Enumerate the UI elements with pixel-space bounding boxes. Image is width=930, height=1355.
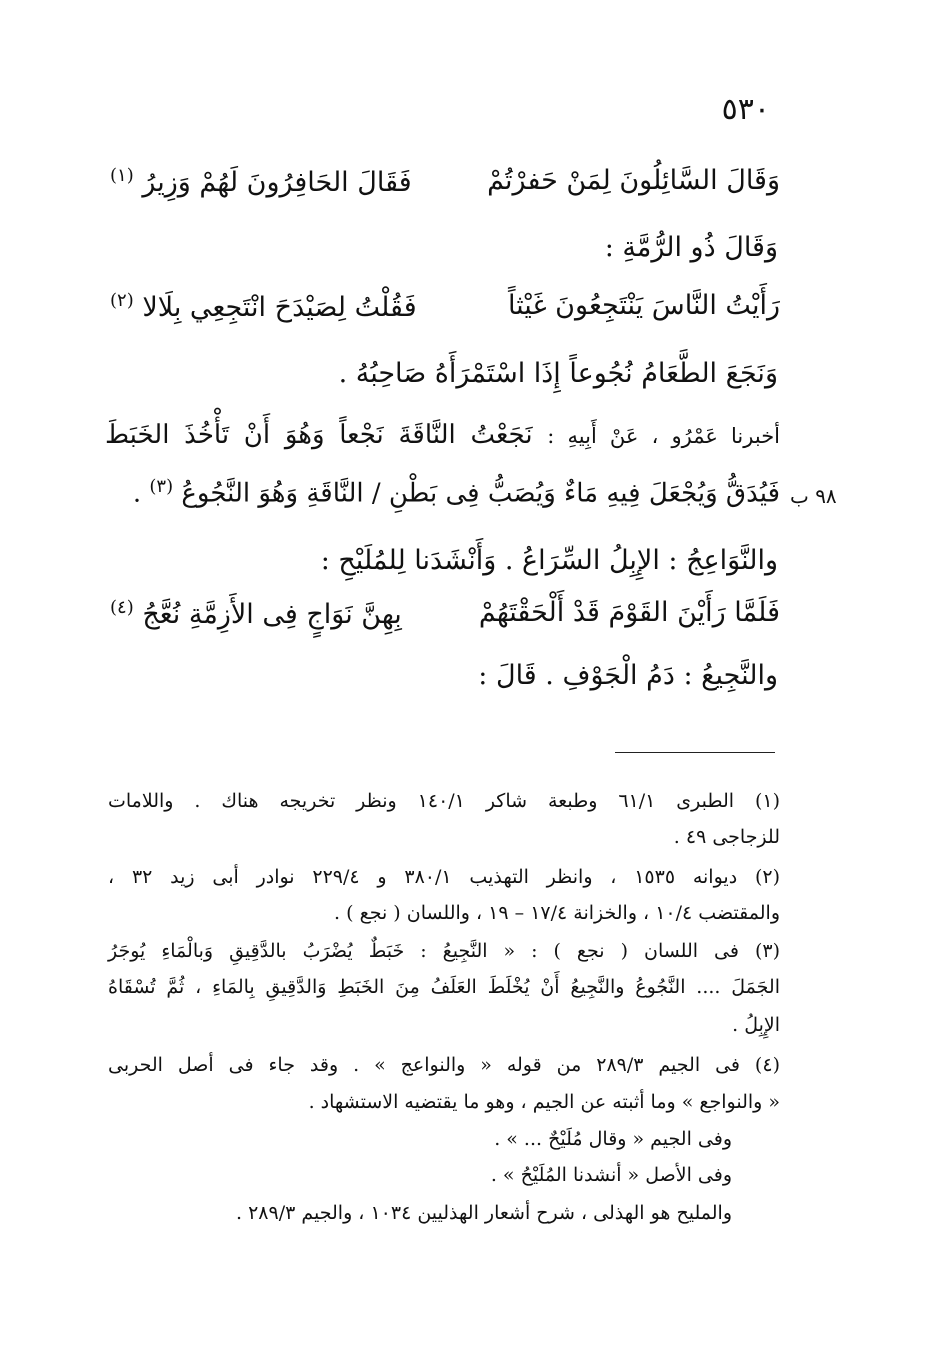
footnote-1-line-2: للزجاجى ٤٩ .	[673, 826, 780, 848]
verse-3-second-hemistich	[110, 597, 402, 630]
margin-folio-note: ٩٨ ب	[790, 484, 837, 508]
verse-2-first-hemistich: رَأَيْتُ النَّاسَ يَنْتَجِعُونَ غَيْثاً	[507, 290, 780, 321]
footnote-ref-2: (٢)	[110, 290, 134, 311]
verse-3-first-hemistich: فَلَمَّا رَأَيْنَ القَوْمَ قَدْ أَلْحَقْتَهُمْ	[478, 597, 780, 628]
verse-3	[110, 597, 780, 641]
footnote-2-line-1: (٢) ديوانه ١٥٣٥ ، وانظر التهذيب ٣٨٠/١ و ٢٢٩/٤ نوادر أبى زيد ٣٢ ،	[108, 866, 780, 888]
footnote-3-line-1: (٣) فى اللسان ( نجع ) : « النَّجِيعُ : خَبَطٌ يُضْرَبُ بالدَّقِيقِ وَبالْمَاءِ يُوجَرُ	[108, 940, 780, 962]
paragraph-line-1	[105, 420, 780, 450]
footnote-1-line-1: (١) الطبرى ٦١/١ وطبعة شاكر ١٤٠/١ ونظر تخريجه هناك . واللامات	[108, 790, 781, 812]
intro-dhu-alrumma: وَقَالَ ذُو الرُّمَّةِ :	[604, 232, 778, 263]
footnote-3-line-2: الجَمَلَ .... النَّجُوعُ والنَّجِيعُ أَنْ يُخْلَطَ العَلَفُ مِنَ الخَبَطِ وَالدَّقِيقِ بِالمَاءِ ، ثُمَّ تُسْقَاهُ	[108, 976, 780, 998]
paragraph-line-2	[133, 476, 780, 509]
footnote-2-line-2: والمقتضب ١٠/٤ ، والخزانة ١٧/٤ – ١٩ ، واللسان ( نجع ) .	[334, 902, 780, 924]
footnote-4-line-2: « والنواجع » وما أثبته عن الجيم ، وهو ما يقتضيه الاستشهاد .	[308, 1091, 780, 1113]
paragraph-line-2-period: .	[132, 478, 142, 509]
footnote-4-line-1: (٤) فى الجيم ٢٨٩/٣ من قوله « والنواعج » . وقد جاء فى أصل الحربى	[108, 1054, 780, 1076]
verse-1	[110, 165, 780, 209]
verse-1-second-hemistich	[110, 165, 412, 198]
footnote-3-line-3: الإِبِلُ .	[732, 1014, 780, 1036]
verse-3-second-text: بِهِنَّ نَوَاجٍ فِى الأَزِمَّةِ نُعَّجُ	[142, 599, 402, 630]
footnote-4-line-3: وفى الجيم « وقال مُلَيْحٌ ... » .	[494, 1128, 732, 1150]
verse-1-second-text: فَقَالَ الحَافِرُونَ لَهُمْ وَزِيرُ	[142, 167, 412, 198]
text-najaa-altaam: وَنَجَعَ الطَّعَامُ نُجُوعاً إِذَا اسْتَمْرَأَهُ صَاحِبُهُ .	[338, 358, 778, 389]
text-nawaij: والنَّوَاعِجُ : الإِبِلُ السِّرَاعُ . وَأَنْشَدَنا لِلمُلَيْحِ :	[320, 545, 778, 576]
footnote-4-line-4: وفى الأصل « أنشدنا المُلَيْحُ » .	[490, 1164, 732, 1186]
footnote-separator	[615, 752, 775, 753]
paragraph-line-2-text: فَيُدَقُّ وَيُجْعَلَ فِيهِ مَاءٌ وَيُصَبُّ فِى بَطْنِ / النَّاقَةِ وَهُوَ النَّجُوعُ	[181, 478, 780, 509]
footnote-4-line-5: والمليح هو الهذلى ، شرح أشعار الهذليين ١٠٣٤ ، والجيم ٢٨٩/٣ .	[236, 1202, 732, 1224]
footnote-ref-1: (١)	[110, 165, 134, 186]
verse-2-second-text: فَقُلْتُ لِصَيْدَحَ انْتَجِعِي بِلَالا	[142, 292, 417, 323]
footnote-ref-4: (٤)	[110, 597, 134, 618]
footnote-ref-3: (٣)	[149, 476, 174, 497]
paragraph-line-1-narrator: أخبرنا عَمْرُو ، عَنْ أَبِيهِ :	[547, 424, 781, 448]
verse-2-second-hemistich	[110, 290, 417, 323]
text-najee: والنَّجِيعُ : دَمُ الْجَوْفِ . قَالَ :	[478, 660, 778, 691]
verse-1-first-hemistich: وَقَالَ السَّائِلُونَ لِمَنْ حَفرْتُمْ	[487, 165, 780, 196]
verse-2	[110, 290, 780, 334]
paragraph-line-1-text: نَجَعْتُ النَّاقَةَ نَجْعاً وَهُوَ أَنْ تَأْخُذَ الخَبَطَ	[105, 420, 533, 450]
page-number: ٥٣٠	[721, 92, 770, 127]
